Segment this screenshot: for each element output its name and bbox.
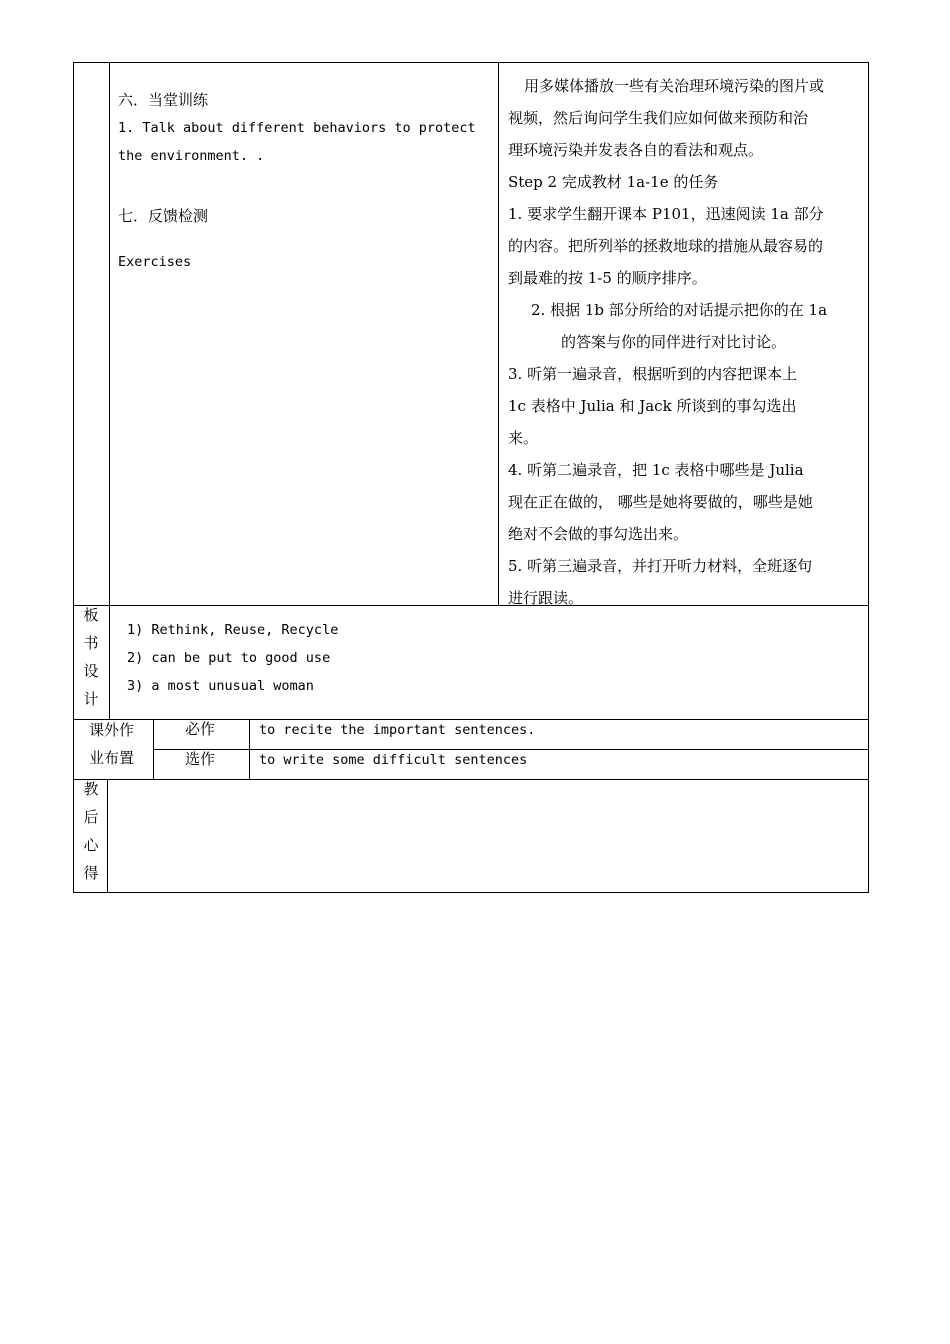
task-line-4: 2. 根据 1b 部分所给的对话提示把你的在 1a: [531, 301, 828, 319]
board-label-char: 书: [83, 634, 99, 652]
optional-text: to write some difficult sentences: [259, 752, 528, 768]
upper-middle-border: [498, 62, 499, 606]
board-label: [81, 601, 101, 713]
reflection-label-char: 心: [83, 836, 99, 854]
board-top-border: [73, 605, 869, 606]
reflection-content: [108, 780, 868, 892]
homework-mid-border: [153, 749, 869, 750]
board-label-char: 板: [83, 606, 99, 624]
task-line-6: 3. 听第一遍录音，根据听到的内容把课本上: [508, 365, 798, 383]
task-line-9: 4. 听第二遍录音，把 1c 表格中哪些是 Julia: [508, 461, 804, 479]
task-line-13: 进行跟读。: [508, 589, 584, 607]
task-line-12: 5. 听第三遍录音，并打开听力材料，全班逐句: [508, 557, 813, 575]
section6-item-line1: 1. Talk about different behaviors to protect: [118, 120, 476, 136]
table-right-border: [868, 62, 869, 893]
homework-type-border: [249, 719, 250, 780]
task-line-7: 1c 表格中 Julia 和 Jack 所谈到的事勾选出: [508, 397, 797, 415]
table-top-border: [73, 62, 869, 63]
reflection-label-char: 教: [83, 780, 99, 798]
task-line-11: 绝对不会做的事勾选出来。: [508, 525, 689, 543]
board-line-2: 2) can be put to good use: [127, 650, 331, 666]
intro-line-3: 理环境污染并发表各自的看法和观点。: [508, 141, 764, 159]
task-line-3: 到最难的按 1-5 的顺序排序。: [508, 269, 707, 287]
label-column-border: [109, 62, 110, 720]
board-label-char: 计: [83, 690, 99, 708]
task-line-1: 1. 要求学生翻开课本 P101，迅速阅读 1a 部分: [508, 205, 824, 223]
optional-label: 选作: [185, 750, 216, 768]
homework-label-line2: 业布置: [89, 749, 135, 767]
table-left-border: [73, 62, 74, 893]
reflection-label-char: 后: [83, 808, 99, 826]
exercises-text: Exercises: [118, 254, 192, 270]
intro-line-1: 用多媒体播放一些有关治理环境污染的图片或: [524, 77, 825, 95]
board-line-3: 3) a most unusual woman: [127, 678, 314, 694]
section6-title: 六．当堂训练: [118, 91, 209, 109]
step2-heading: Step 2 完成教材 1a-1e 的任务: [508, 173, 719, 191]
reflection-label-char: 得: [83, 864, 99, 882]
section6-item-line2: the environment. .: [118, 148, 265, 164]
task-line-8: 来。: [508, 429, 539, 447]
board-line-1: 1) Rethink, Reuse, Recycle: [127, 622, 339, 638]
required-text: to recite the important sentences.: [259, 722, 536, 738]
reflection-label: [81, 775, 101, 887]
board-label-char: 设: [83, 662, 99, 680]
table-bottom-border: [73, 892, 869, 893]
required-label: 必作: [185, 720, 216, 738]
task-line-2: 的内容。把所列举的拯救地球的措施从最容易的: [508, 237, 824, 255]
task-line-5: 的答案与你的同伴进行对比讨论。: [561, 333, 787, 351]
intro-line-2: 视频，然后询问学生我们应如何做来预防和治: [508, 109, 809, 127]
task-line-10: 现在正在做的， 哪些是她将要做的，哪些是她: [508, 493, 813, 511]
section7-title: 七．反馈检测: [118, 207, 209, 225]
homework-label-line1: 课外作: [89, 721, 135, 739]
homework-label-border: [153, 719, 154, 780]
